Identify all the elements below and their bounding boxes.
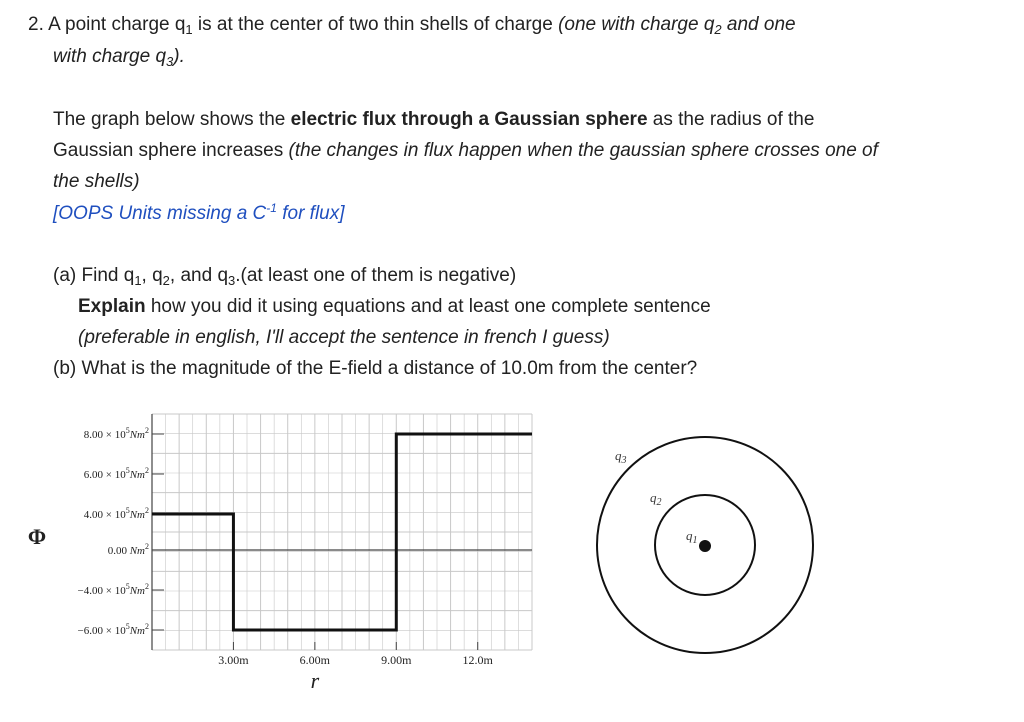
x-tick-label: 3.00m bbox=[218, 653, 249, 667]
part-b-line: (b) What is the magnitude of the E-field a distance of 10.0m from the center? bbox=[53, 358, 698, 379]
x-tick-label: 6.00m bbox=[299, 653, 331, 667]
problem-line-2: with charge $q_3$). bbox=[53, 46, 185, 69]
part-a-line-3: (preferable in english, I'll accept the sentence in french I guess) bbox=[78, 327, 610, 348]
y-tick-label: $-6.00 \times 10^5Nm^2$ bbox=[77, 622, 149, 637]
y-tick-label: $6.00 \times 10^5Nm^2$ bbox=[83, 466, 149, 481]
part-a-line-2: Explain how you did it using equations and at least one complete sentence bbox=[78, 296, 711, 317]
part-a-line-1: (a) Find $q_1$, $q_2$, and $q_3.(at$ least one of them is negative) bbox=[53, 265, 517, 288]
shell-diagram bbox=[590, 425, 830, 665]
y-tick-label: 0.00 Nm$^2$ bbox=[107, 542, 149, 557]
intro-line-1: The graph below shows the electric flux through a Gaussian sphere as the radius of the bbox=[53, 109, 815, 130]
x-tick-label: 12.0m bbox=[462, 653, 493, 667]
label-q3: $q_3$ bbox=[615, 448, 627, 466]
problem-number: 2. bbox=[28, 14, 44, 35]
x-axis-label: r bbox=[310, 668, 320, 693]
x-tick-label: 9.00m bbox=[381, 653, 412, 667]
flux-chart bbox=[0, 400, 560, 700]
intro-line-2: Gaussian sphere increases (the changes in flux happen when the gaussian sphere crosses one of bbox=[53, 140, 878, 161]
y-tick-label: $4.00 \times 10^5Nm^2$ bbox=[83, 506, 149, 521]
y-tick-label: $-4.00 \times 10^5Nm^2$ bbox=[77, 582, 149, 597]
label-q1: $q_1$ bbox=[686, 528, 698, 546]
y-tick-label: $8.00 \times 10^5Nm^2$ bbox=[83, 426, 149, 441]
units-note: [OOPS Units missing a $C^{-1}$ for flux] bbox=[53, 201, 345, 224]
point-charge-q1 bbox=[699, 540, 711, 552]
problem-line-1: 2. A point charge $q_1$ is at the center of two thin shells of charge (one with charge $q_2$ and one bbox=[28, 14, 796, 37]
y-axis-label: Φ bbox=[27, 524, 47, 549]
label-q2: $q_2$ bbox=[650, 490, 662, 508]
intro-line-3: the shells) bbox=[53, 171, 140, 192]
